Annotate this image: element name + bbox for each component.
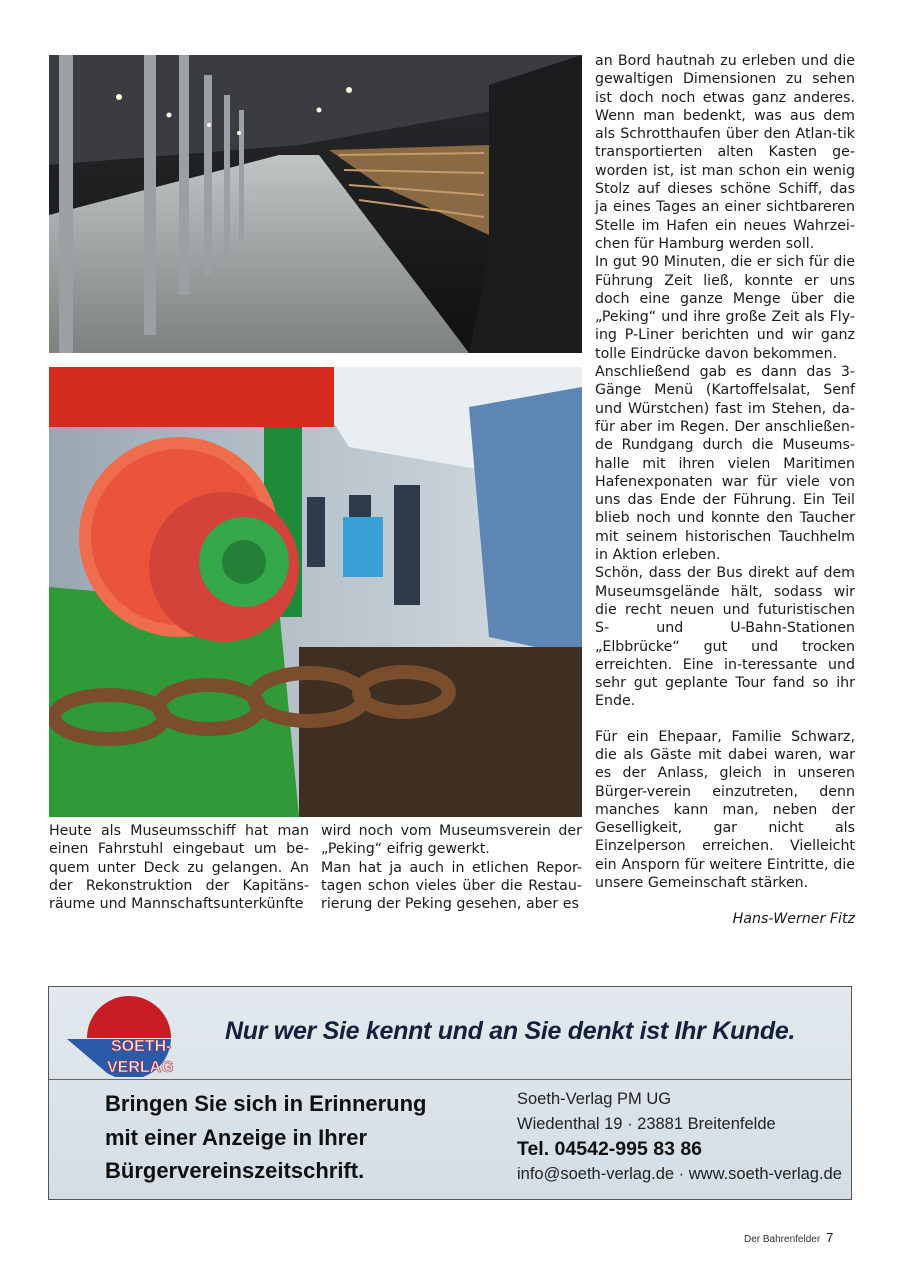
ad-slogan: Nur wer Sie kennt und an Sie denkt ist Ihr Kunde. (225, 1017, 796, 1045)
article-middle-paragraph-2: Man hat ja auch in etlichen Repor-tagen schon vieles über die Restau-rierung der Peking gesehen, aber es (321, 859, 582, 913)
page-number: 7 (826, 1230, 834, 1245)
article-right-paragraph-5: Für ein Ehepaar, Familie Schwarz, die als Gäste mit dabei waren, war es der Anlass, gleich in unseren Bürger-verein einzutreten, denn manches kann man, neben der Geselligkeit, gar nicht als Einzelperson erreichen. Vielleicht ein Ansporn für weitere Eintritte, die unsere Gemeinschaft stärken. (595, 728, 855, 892)
ad-cta-line-3: Bürgervereinszeitschrift. (105, 1158, 365, 1183)
ad-phone: Tel. 04542-995 83 86 (517, 1138, 703, 1160)
article-right-paragraph-1: an Bord hautnah zu erleben und die gewaltigen Dimensionen zu sehen ist doch noch etwas ganz anderes. Wenn man bedenkt, was aus dem als Schrotthaufen über den Atlan-tik transportierten alten Kasten ge-worden ist, ist man schon ein wenig Stolz auf dieses schöne Schiff, das ja eines Tages an einer sichtbareren Stelle im Hafen ein neues Wahrzei-chen für Hamburg werden soll. (595, 53, 855, 252)
ship-hold-photo (49, 55, 582, 353)
soeth-verlag-logo (67, 993, 192, 1077)
article-right-paragraph-2: In gut 90 Minuten, die er sich für die Führung Zeit ließ, konnte er uns doch eine ganze Menge über die „Peking“ und ihre große Zeit als Fly-ing P-Liner berichten und wir ganz tolle Eindrücke davon bekommen. (595, 254, 855, 362)
capstan-gear-photo-drawing (49, 367, 582, 817)
logo-line-1: SOETH- (111, 1038, 172, 1055)
article-left-column (49, 822, 309, 913)
page-footer (744, 1230, 833, 1245)
ad-company-name: Soeth-Verlag PM UG (517, 1090, 672, 1108)
article-left-paragraph: Heute als Museumsschiff hat man einen Fahrstuhl eingebaut um be-quem unter Deck zu gelangen. An der Rekonstruktion der Kapitäns-räume und Mannschaftsunterkünfte (49, 823, 309, 913)
ad-cta-line-2: mit einer Anzeige in Ihrer (105, 1124, 368, 1150)
article-middle-paragraph-1: wird noch vom Museumsverein der „Peking“ eifrig gewerkt. (321, 823, 582, 858)
ship-hold-photo-drawing (49, 55, 582, 353)
ad-call-to-action (105, 1087, 427, 1188)
advertisement-box (48, 986, 852, 1200)
article-right-paragraph-4: Schön, dass der Bus direkt auf dem Museumsgelände hält, sodass wir die recht neuen und futuristischen S- und U-Bahn-Stationen „Elbbrücke“ gut und trocken erreichten. Eine in-teressante und sehr gut geplante Tour fand so ihr Ende. (595, 565, 855, 710)
logo-drawing (67, 993, 192, 1077)
ad-header (49, 987, 851, 1080)
article-author: Hans-Werner Fitz (732, 911, 855, 928)
ad-address: Wiedenthal 19 · 23881 Breitenfelde (517, 1115, 776, 1133)
logo-line-2: VERLAG (107, 1059, 174, 1076)
article-right-paragraph-3: Anschließend gab es dann das 3-Gänge Menü (Kartoffelsalat, Senf und Würstchen) fast im Stehen, da-für aber im Regen. Der anschließen-de Rundgang durch die Museums-halle mit ihren vielen Maritimen Hafenexponaten war für viele von uns das Ende der Führung. Ein Teil blieb noch und konnte den Taucher mit seinem historischen Tauchhelm in Aktion erleben. (595, 364, 855, 564)
ad-contact-links: info@soeth-verlag.de · www.soeth-verlag.de (517, 1165, 842, 1183)
ad-cta-line-1: Bringen Sie sich in Erinnerung (105, 1091, 427, 1116)
article-middle-column (321, 822, 582, 913)
ad-contact-block (517, 1087, 842, 1187)
article-right-column (595, 52, 855, 929)
publication-name: Der Bahrenfelder (744, 1234, 821, 1245)
capstan-gear-photo (49, 367, 582, 817)
